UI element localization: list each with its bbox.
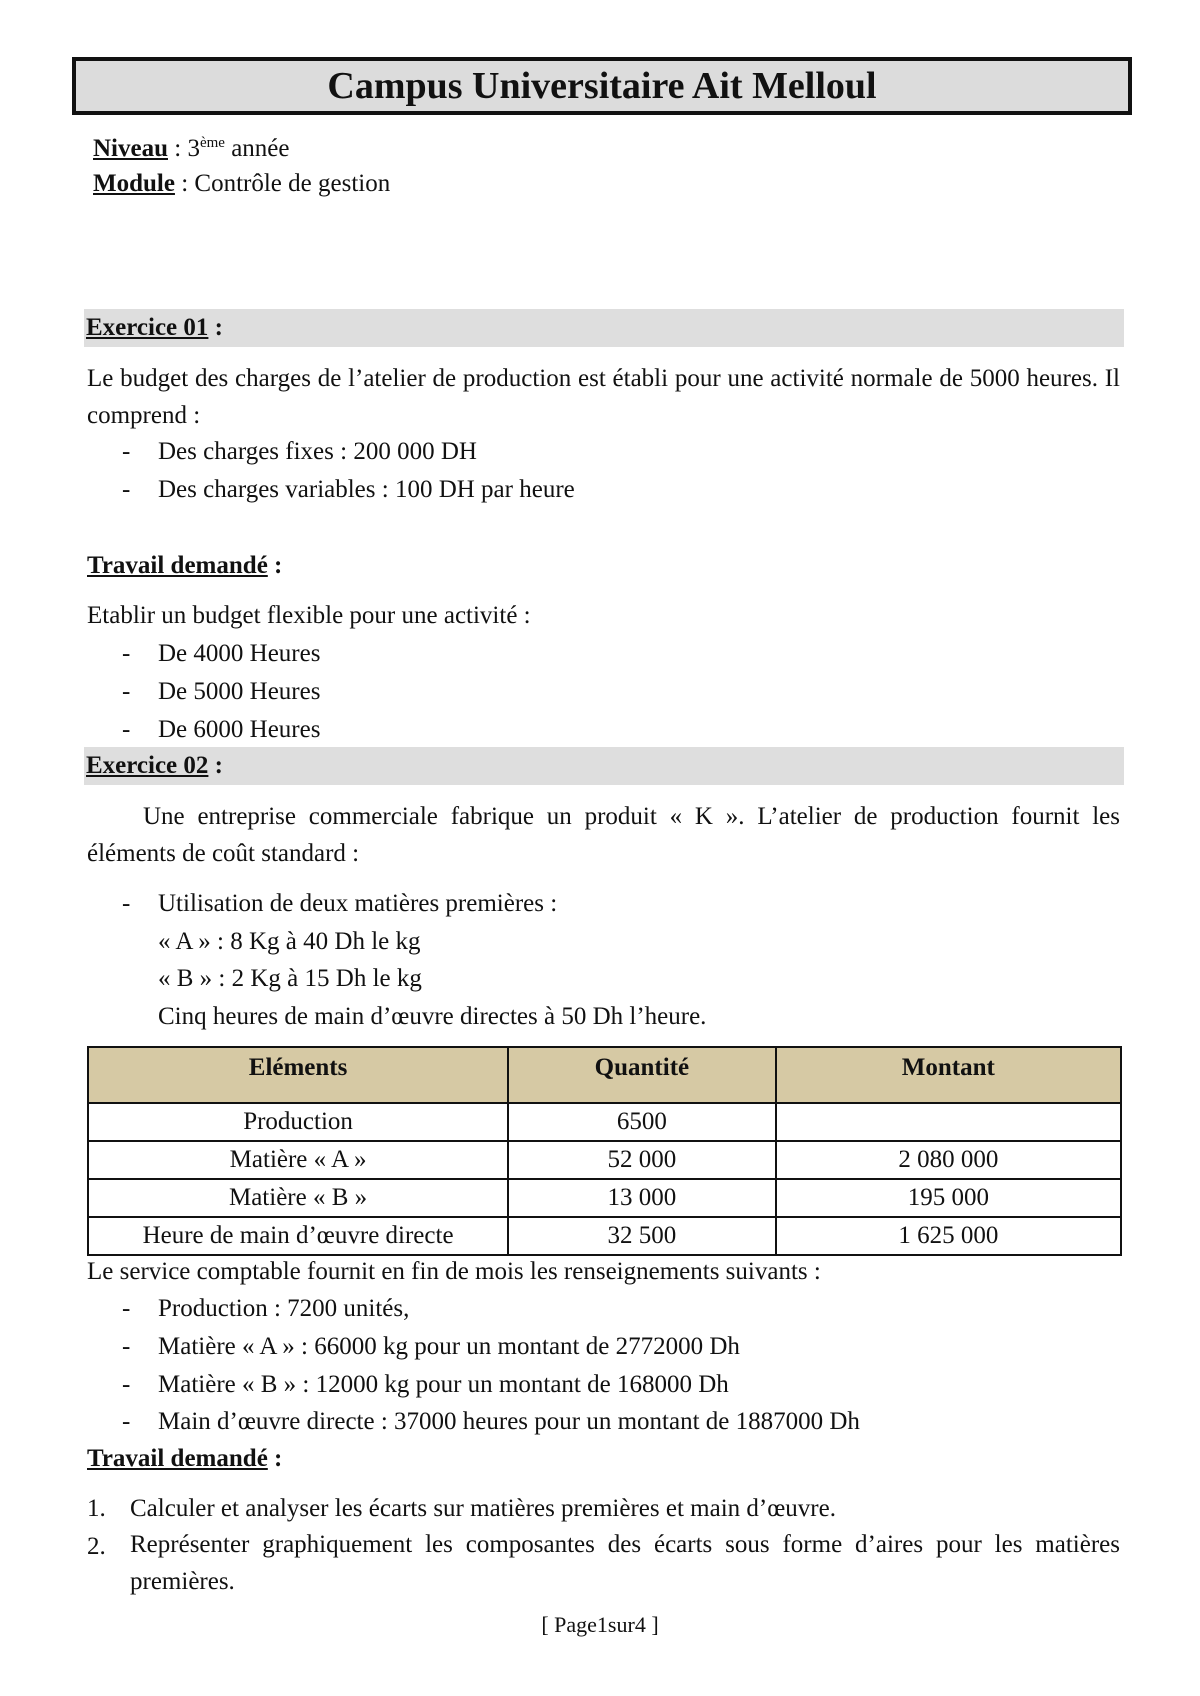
exercise-2-task-heading: Travail demandé : xyxy=(87,1445,283,1472)
module-value: Contrôle de gestion xyxy=(194,170,391,197)
task-item: 2. Représenter graphiquement les composantes des écarts sous forme d’aires pour les matières premières. xyxy=(87,1531,1120,1595)
table-cell: Heure de main d’œuvre directe xyxy=(88,1217,508,1255)
exercise-2-title: Exercice 02 xyxy=(86,752,209,779)
list-item: - Matière « A » : 66000 kg pour un montant de 2772000 Dh xyxy=(122,1333,740,1360)
niveau-line: Niveau : 3ème année xyxy=(93,135,290,162)
list-item: - Utilisation de deux matières premières : xyxy=(122,890,558,917)
exercise-1-task-intro: Etablir un budget flexible pour une activité : xyxy=(87,602,531,629)
table-row xyxy=(88,1217,1121,1255)
document-title-text: Campus Universitaire Ait Melloul xyxy=(327,65,877,107)
table-cell: 6500 xyxy=(508,1103,776,1141)
table-row xyxy=(88,1179,1121,1217)
table-header-cell: Quantité xyxy=(508,1047,776,1103)
table-cell: Production xyxy=(88,1103,508,1141)
table-row xyxy=(88,1103,1121,1141)
table-header-cell: Montant xyxy=(776,1047,1121,1103)
exercise-1-intro: Le budget des charges de l’atelier de production est établi pour une activité normale de 5000 heures. Il comprend : xyxy=(87,365,1120,429)
standard-cost-a: « A » : 8 Kg à 40 Dh le kg xyxy=(158,928,421,955)
module-line: Module : Contrôle de gestion xyxy=(93,170,391,197)
niveau-superscript: ème xyxy=(199,135,225,151)
list-item: - De 6000 Heures xyxy=(122,716,321,743)
page-footer: [ Page1sur4 ] xyxy=(541,1612,659,1637)
list-item: - Des charges fixes : 200 000 DH xyxy=(122,438,477,465)
document-title xyxy=(72,57,1132,115)
table-cell: Matière « A » xyxy=(88,1141,508,1179)
niveau-suffix: année xyxy=(231,135,290,162)
exercise-2-heading: Exercice 02 : xyxy=(84,747,1124,785)
table-cell: 2 080 000 xyxy=(776,1141,1121,1179)
table-header-cell: Eléments xyxy=(88,1047,508,1103)
list-item: - Main d’œuvre directe : 37000 heures pour un montant de 1887000 Dh xyxy=(122,1408,860,1435)
table-cell: Matière « B » xyxy=(88,1179,508,1217)
list-item: - Production : 7200 unités, xyxy=(122,1295,410,1322)
standard-cost-table xyxy=(87,1046,1122,1256)
table-cell xyxy=(776,1103,1121,1141)
standard-cost-b: « B » : 2 Kg à 15 Dh le kg xyxy=(158,965,422,992)
table-cell: 195 000 xyxy=(776,1179,1121,1217)
exercise-1-title: Exercice 01 xyxy=(86,314,209,341)
exercise-2-intro: Une entreprise commerciale fabrique un produit « K ». L’atelier de production fournit les éléments de coût standard : xyxy=(87,803,1120,867)
list-item: - Des charges variables : 100 DH par heure xyxy=(122,476,575,503)
list-item: - De 4000 Heures xyxy=(122,640,321,667)
table-row xyxy=(88,1141,1121,1179)
table-cell: 13 000 xyxy=(508,1179,776,1217)
list-item: - Matière « B » : 12000 kg pour un montant de 168000 Dh xyxy=(122,1371,729,1398)
table-cell: 32 500 xyxy=(508,1217,776,1255)
niveau-number: 3 xyxy=(187,135,200,162)
list-item: - De 5000 Heures xyxy=(122,678,321,705)
table-cell: 52 000 xyxy=(508,1141,776,1179)
niveau-label: Niveau xyxy=(93,135,168,162)
service-comptable-text: Le service comptable fournit en fin de mois les renseignements suivants : xyxy=(87,1258,821,1285)
standard-cost-labor: Cinq heures de main d’œuvre directes à 50 Dh l’heure. xyxy=(158,1003,707,1030)
module-label: Module xyxy=(93,170,175,197)
table-cell: 1 625 000 xyxy=(776,1217,1121,1255)
table-header-row xyxy=(88,1047,1121,1103)
task-item: 1. Calculer et analyser les écarts sur matières premières et main d’œuvre. xyxy=(87,1495,836,1522)
exercise-1-task-heading: Travail demandé : xyxy=(87,552,283,579)
exercise-1-heading: Exercice 01 : xyxy=(84,309,1124,347)
